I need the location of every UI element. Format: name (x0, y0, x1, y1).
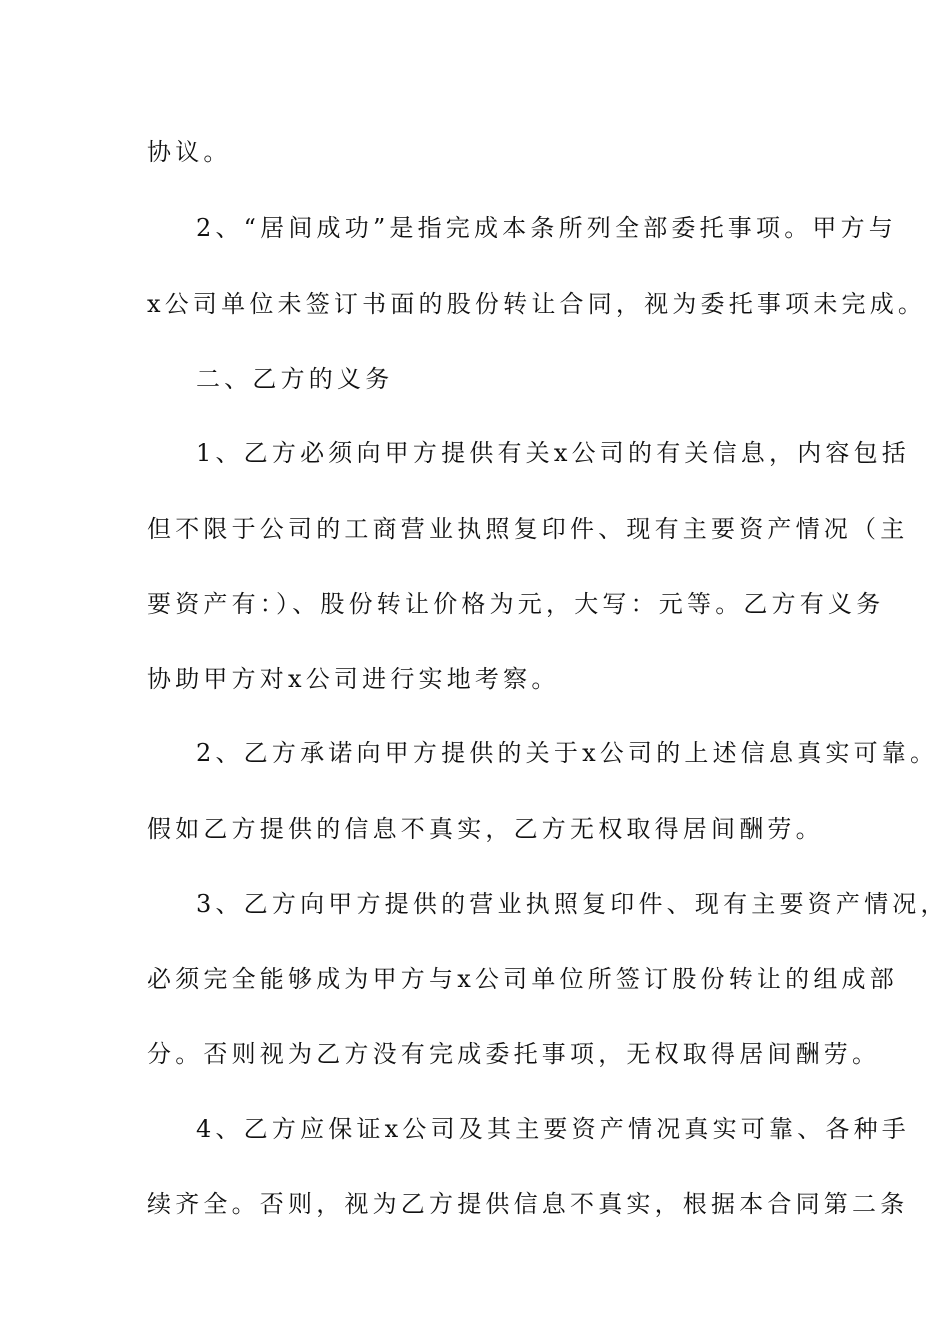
text-line: 续齐全。否则，视为乙方提供信息不真实，根据本合同第二条 (147, 1190, 909, 1218)
text-line: 假如乙方提供的信息不真实，乙方无权取得居间酬劳。 (147, 815, 824, 843)
text-line: 协议。 (147, 138, 232, 166)
paragraph-first-line: 3、乙方向甲方提供的营业执照复印件、现有主要资产情况， (196, 890, 949, 918)
text-line: x公司单位未签订书面的股份转让合同，视为委托事项未完成。 (147, 290, 927, 318)
text-line: 分。否则视为乙方没有完成委托事项，无权取得居间酬劳。 (147, 1040, 881, 1068)
paragraph-first-line: 2、乙方承诺向甲方提供的关于x公司的上述信息真实可靠。 (196, 739, 939, 767)
text-line: 但不限于公司的工商营业执照复印件、现有主要资产情况（主 (147, 515, 909, 543)
paragraph-first-line: 4、乙方应保证x公司及其主要资产情况真实可靠、各种手 (196, 1115, 911, 1143)
paragraph-first-line: 1、乙方必须向甲方提供有关x公司的有关信息，内容包括 (196, 439, 911, 467)
paragraph-first-line: 2、“居间成功”是指完成本条所列全部委托事项。甲方与 (196, 214, 898, 242)
text-line: 要资产有：）、股份转让价格为元，大写：元等。乙方有义务 (147, 590, 885, 618)
text-line: 必须完全能够成为甲方与x公司单位所签订股份转让的组成部 (147, 965, 898, 993)
text-line: 协助甲方对x公司进行实地考察。 (147, 665, 560, 693)
section-heading: 二、乙方的义务 (196, 365, 394, 393)
